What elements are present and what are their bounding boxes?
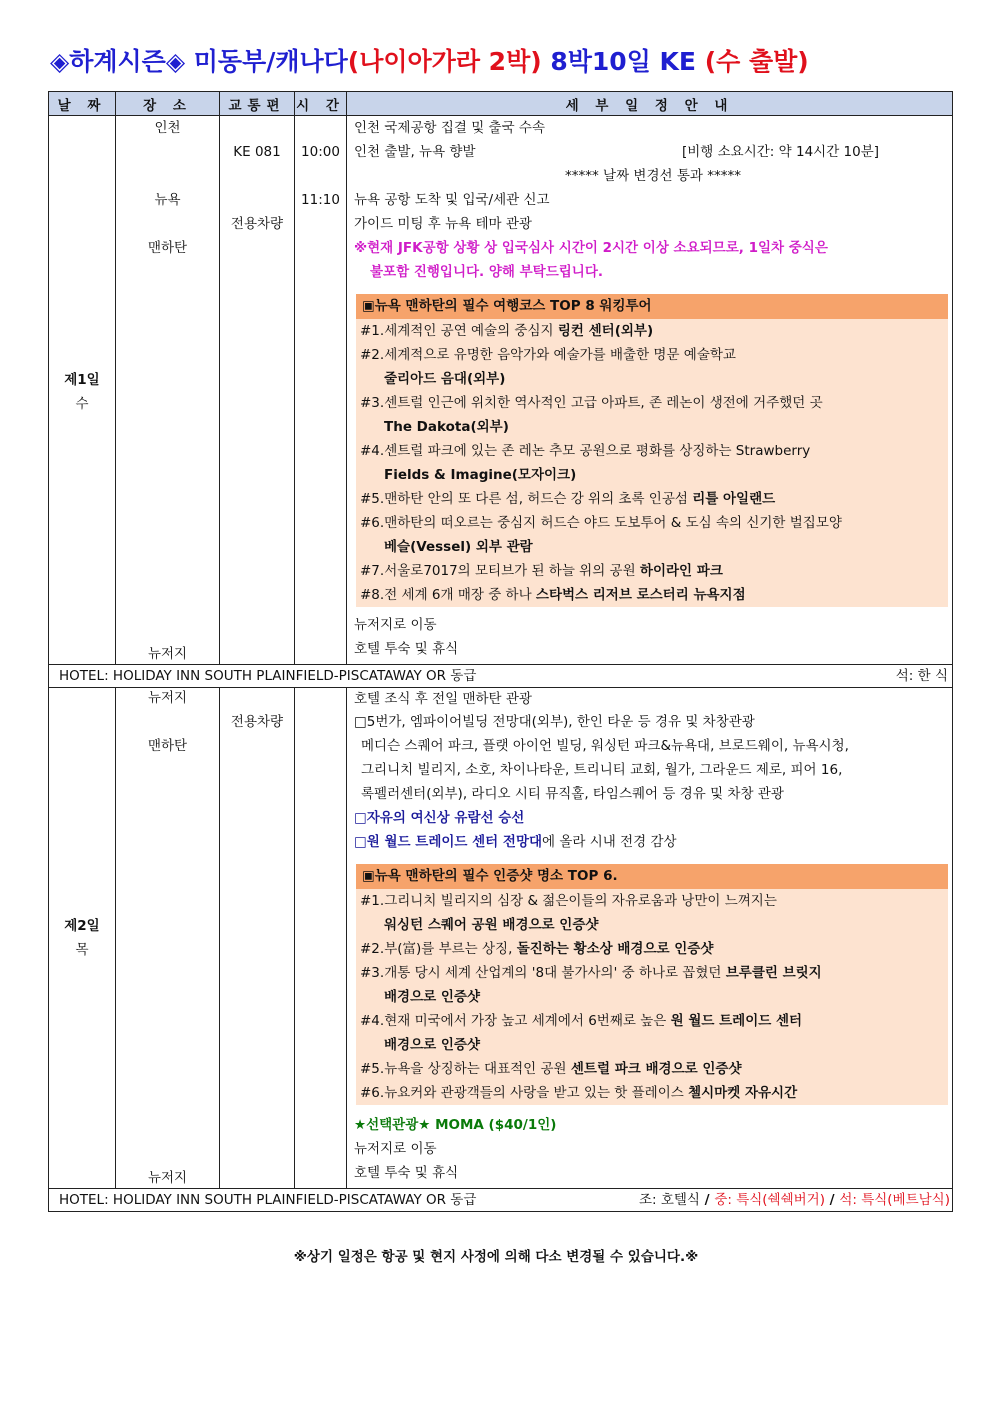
day2-optional-tour: ★선택관광★ MOMA ($40/1인) [354,1117,557,1133]
list-item: #1.그리니치 빌리지의 심장 & 젊은이들의 자유로움과 낭만이 느껴지는 [360,893,777,909]
day2-vehicle: 전용차량 [230,714,284,730]
header-transport: 교통편 [220,92,295,116]
day1-place-incheon: 인천 [154,120,181,136]
day1-time-depart: 10:00 [301,144,340,160]
day1-place-newjersey: 뉴저지 [147,646,188,662]
day1-place-cell [116,116,220,665]
page-title [50,42,809,78]
day2-meals: 조: 호텔식 / 중: 특식(쉑쉑버거) / 석: 특식(베트남식) [638,1192,950,1208]
footnote: ※상기 일정은 항공 및 현지 사정에 의해 다소 변경될 수 있습니다.※ [293,1249,699,1265]
header-place: 장 소 [116,92,220,116]
day2-line: □5번가, 엠파이어빌딩 전망대(외부), 한인 타운 등 경유 및 차창관광 [354,714,755,730]
list-item: #2.부(富)를 부르는 상징, 돌진하는 황소상 배경으로 인증샷 [360,941,714,957]
day1-weekday: 수 [75,396,89,412]
day2-place-newjersey-end: 뉴저지 [147,1170,188,1186]
day1-date-cell [49,116,116,665]
header-detail: 세 부 일 정 안 내 [347,92,953,116]
day1-place-manhattan: 맨하탄 [147,240,188,256]
day1-line [354,140,952,164]
day2-place-newjersey: 뉴저지 [147,690,188,706]
day2-meal-breakfast: 조: 호텔식 [638,1192,700,1208]
list-item: #6.뉴요커와 관광객들의 사랑을 받고 있는 핫 플레이스 첼시마켓 자유시간 [360,1085,798,1101]
title-part1: ◈하계시즌◈ 미동부/캐나다 [50,47,348,76]
day2-line: 뉴저지로 이동 [354,1141,437,1157]
day2-time-cell [295,688,347,1189]
day1-notice: ※현재 JFK공항 상황 상 입국심사 시간이 2시간 이상 소요되므로, 1일차 중식은 [354,240,828,256]
day2-wtc: □원 월드 트레이드 센터 전망대에 올라 시내 전경 감상 [354,834,677,850]
schedule-table [48,91,953,1212]
day2-weekday: 목 [75,942,89,958]
day1-label: 제1일 [64,372,100,388]
day1-line: 뉴저지로 이동 [354,617,437,633]
day1-dateline-note: ***** 날짜 변경선 통과 ***** [565,168,741,184]
day1-line: 뉴욕 공항 도착 및 입국/세관 신고 [354,192,550,208]
list-item: #4.현재 미국에서 가장 높고 세계에서 6번째로 높은 원 월드 트레이드 센터 [360,1013,803,1029]
day2-highlight-box [356,864,948,1105]
header-row [49,92,953,116]
header-time: 시 간 [295,92,347,116]
title-part2: (나이아가라 2박) [347,47,542,76]
day1-transport-cell [220,116,295,665]
day2-liberty: □자유의 여신상 유람선 승선 [354,810,525,826]
day2-hotel: HOTEL: HOLIDAY INN SOUTH PLAINFIELD-PISCATAWAY OR 동급 [59,1192,477,1208]
list-item: #3.센트럴 인근에 위치한 역사적인 고급 아파트, 존 레논이 생전에 거주했던 곳 [360,395,823,411]
day1-line: 인천 국제공항 집결 및 출국 수속 [354,120,545,136]
list-item: 배경으로 인증샷 [384,989,480,1005]
list-item: #5.뉴욕을 상징하는 대표적인 공원 센트럴 파크 배경으로 인증샷 [360,1061,742,1077]
day2-line: 록펠러센터(외부), 라디오 시티 뮤직홀, 타임스퀘어 등 경유 및 차창 관광 [361,786,784,802]
day2-date-cell [49,688,116,1189]
day1-hotel: HOTEL: HOLIDAY INN SOUTH PLAINFIELD-PISCATAWAY OR 동급 [59,668,477,684]
day1-notice-cont: 불포함 진행입니다. 양해 부탁드립니다. [370,264,604,280]
list-item: The Dakota(외부) [384,419,509,435]
day2-detail-cell [347,688,953,1189]
day1-row [49,116,953,665]
day1-time-arrive: 11:10 [301,192,340,208]
day1-vehicle: 전용차량 [230,216,284,232]
day2-meal-dinner: 석: 특식(베트남식) [839,1192,950,1208]
title-part4: (수 출발) [704,47,809,76]
day1-flight: KE 081 [233,144,281,160]
day2-box-title: ▣뉴욕 맨하탄의 필수 인증샷 명소 TOP 6. [356,864,948,889]
day2-label: 제2일 [64,918,100,934]
day1-highlight-box [356,294,948,607]
list-item: #2.세계적으로 유명한 음악가와 예술가를 배출한 명문 예술학교 [360,347,736,363]
day2-transport-cell [220,688,295,1189]
title-part3: 8박10일 KE [541,47,705,76]
header-date: 날 짜 [49,92,116,116]
day2-row [49,688,953,1189]
list-item: #8.전 세계 6개 매장 중 하나 스타벅스 리저브 로스터리 뉴욕지점 [360,587,746,603]
day1-time-cell [295,116,347,665]
day2-meal-lunch: 중: 특식(쉑쉑버거) [714,1192,825,1208]
day2-line: 그리니치 빌리지, 소호, 차이나타운, 트리니티 교회, 월가, 그라운드 제로, 피어 16, [361,762,843,778]
day1-place-newyork: 뉴욕 [154,192,181,208]
list-item: Fields & Imagine(모자이크) [384,467,577,483]
day2-place-manhattan: 맨하탄 [147,738,188,754]
day2-line: 호텔 투숙 및 휴식 [354,1165,459,1181]
list-item: 줄리아드 음대(외부) [384,371,506,387]
day1-meal: 석: 한 식 [895,668,948,684]
list-item: #4.센트럴 파크에 있는 존 레논 추모 공원으로 평화를 상징하는 Strawberry [360,443,811,459]
day1-flight-duration: [비행 소요시간: 약 14시간 10분] [682,144,880,160]
day1-detail-cell [347,116,953,665]
list-item: 배경으로 인증샷 [384,1037,480,1053]
day2-hotel-row [49,1189,953,1212]
list-item: #6.맨하탄의 떠오르는 중심지 허드슨 야드 도보투어 & 도심 속의 신기한 벌집모양 [360,515,842,531]
day1-hotel-row [49,665,953,688]
day2-line: 호텔 조식 후 전일 맨하탄 관광 [354,691,532,707]
list-item: #3.개통 당시 세계 산업계의 '8대 불가사의' 중 하나로 꼽혔던 브루클린 브릿지 [360,965,822,981]
list-item: #7.서울로7017의 모티브가 된 하늘 위의 공원 하이라인 파크 [360,563,723,579]
day1-line: 호텔 투숙 및 휴식 [354,641,459,657]
day2-place-cell [116,688,220,1189]
day1-box-title: ▣뉴욕 맨하탄의 필수 여행코스 TOP 8 워킹투어 [356,294,948,319]
day2-line: 메디슨 스퀘어 파크, 플랫 아이언 빌딩, 워싱턴 파크&뉴욕대, 브로드웨이, 뉴욕시청, [361,738,849,754]
list-item: #5.맨하탄 안의 또 다른 섬, 허드슨 강 위의 초록 인공섬 리틀 아일랜드 [360,491,776,507]
list-item: #1.세계적인 공연 예술의 중심지 링컨 센터(외부) [360,323,654,339]
list-item: 워싱턴 스퀘어 공원 배경으로 인증샷 [384,917,599,933]
day1-depart-text: 인천 출발, 뉴욕 향발 [354,144,476,160]
list-item: 베슬(Vessel) 외부 관람 [384,539,533,555]
day1-line: 가이드 미팅 후 뉴욕 테마 관광 [354,216,532,232]
